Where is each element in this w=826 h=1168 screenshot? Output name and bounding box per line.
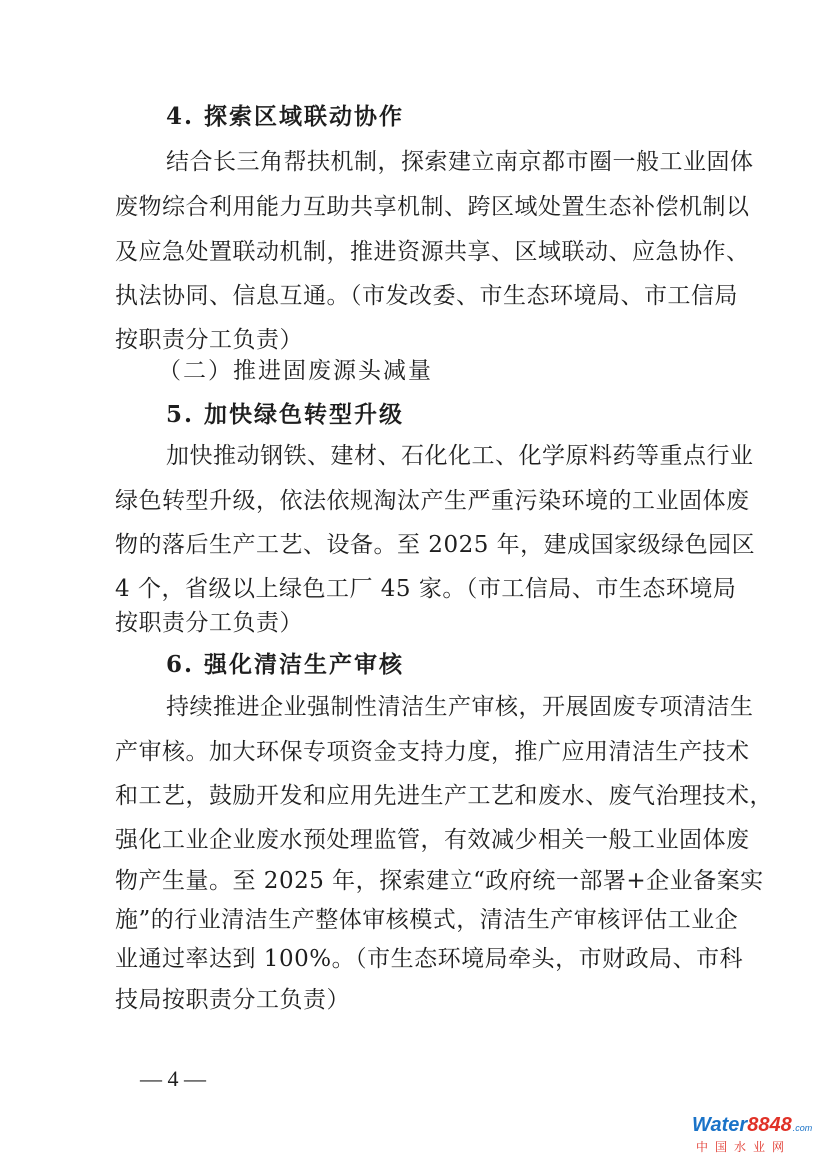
paragraph-line: 产审核。加大环保专项资金支持力度，推广应用清洁生产技术 xyxy=(115,739,750,765)
paragraph-line: 废物综合利用能力互助共享机制、跨区域处置生态补偿机制以 xyxy=(115,194,750,220)
paragraph-line: 4 个，省级以上绿色工厂 45 家。（市工信局、市生态环境局 xyxy=(115,576,737,602)
watermark-brand-main: Water xyxy=(692,1114,748,1136)
watermark-subtitle: 中国水业网 xyxy=(696,1140,792,1154)
section-heading-5: 5. 加快绿色转型升级 xyxy=(166,401,405,428)
section-heading-6: 6. 强化清洁生产审核 xyxy=(166,651,405,678)
paragraph-line: 物的落后生产工艺、设备。至 2025 年，建成国家级绿色园区 xyxy=(115,532,756,558)
paragraph-line: 加快推动钢铁、建材、石化化工、化学原料药等重点行业 xyxy=(166,443,754,469)
subsection-heading-2: （二）推进固废源头减量 xyxy=(158,358,433,384)
watermark-logo xyxy=(692,1114,818,1162)
paragraph-line: 持续推进企业强制性清洁生产审核，开展固废专项清洁生 xyxy=(166,694,754,720)
watermark-brand xyxy=(692,1114,812,1139)
paragraph-line: 强化工业企业废水预处理监管，有效减少相关一般工业固体废 xyxy=(115,827,750,853)
paragraph-line: 技局按职责分工负责） xyxy=(115,987,350,1013)
section-heading-4: 4. 探索区域联动协作 xyxy=(166,103,405,130)
paragraph-line: 按职责分工负责） xyxy=(115,327,303,353)
paragraph-line: 物产生量。至 2025 年，探索建立“政府统一部署+企业备案实 xyxy=(115,868,764,894)
paragraph-line: 执法协同、信息互通。（市发改委、市生态环境局、市工信局 xyxy=(115,283,738,309)
paragraph-line: 绿色转型升级，依法依规淘汰产生严重污染环境的工业固体废 xyxy=(115,488,750,514)
watermark-brand-domain: .com xyxy=(792,1123,813,1133)
watermark-brand-number: 8848 xyxy=(747,1114,792,1136)
paragraph-line: 和工艺，鼓励开发和应用先进生产工艺和废水、废气治理技术， xyxy=(115,783,773,809)
paragraph-line: 及应急处置联动机制，推进资源共享、区域联动、应急协作、 xyxy=(115,239,750,265)
paragraph-line: 施”的行业清洁生产整体审核模式，清洁生产审核评估工业企 xyxy=(115,907,739,933)
page-number: — 4 — xyxy=(140,1066,206,1091)
paragraph-line: 按职责分工负责） xyxy=(115,610,303,636)
paragraph-line: 业通过率达到 100%。（市生态环境局牵头，市财政局、市科 xyxy=(115,946,744,972)
paragraph-line: 结合长三角帮扶机制，探索建立南京都市圈一般工业固体 xyxy=(166,149,754,175)
